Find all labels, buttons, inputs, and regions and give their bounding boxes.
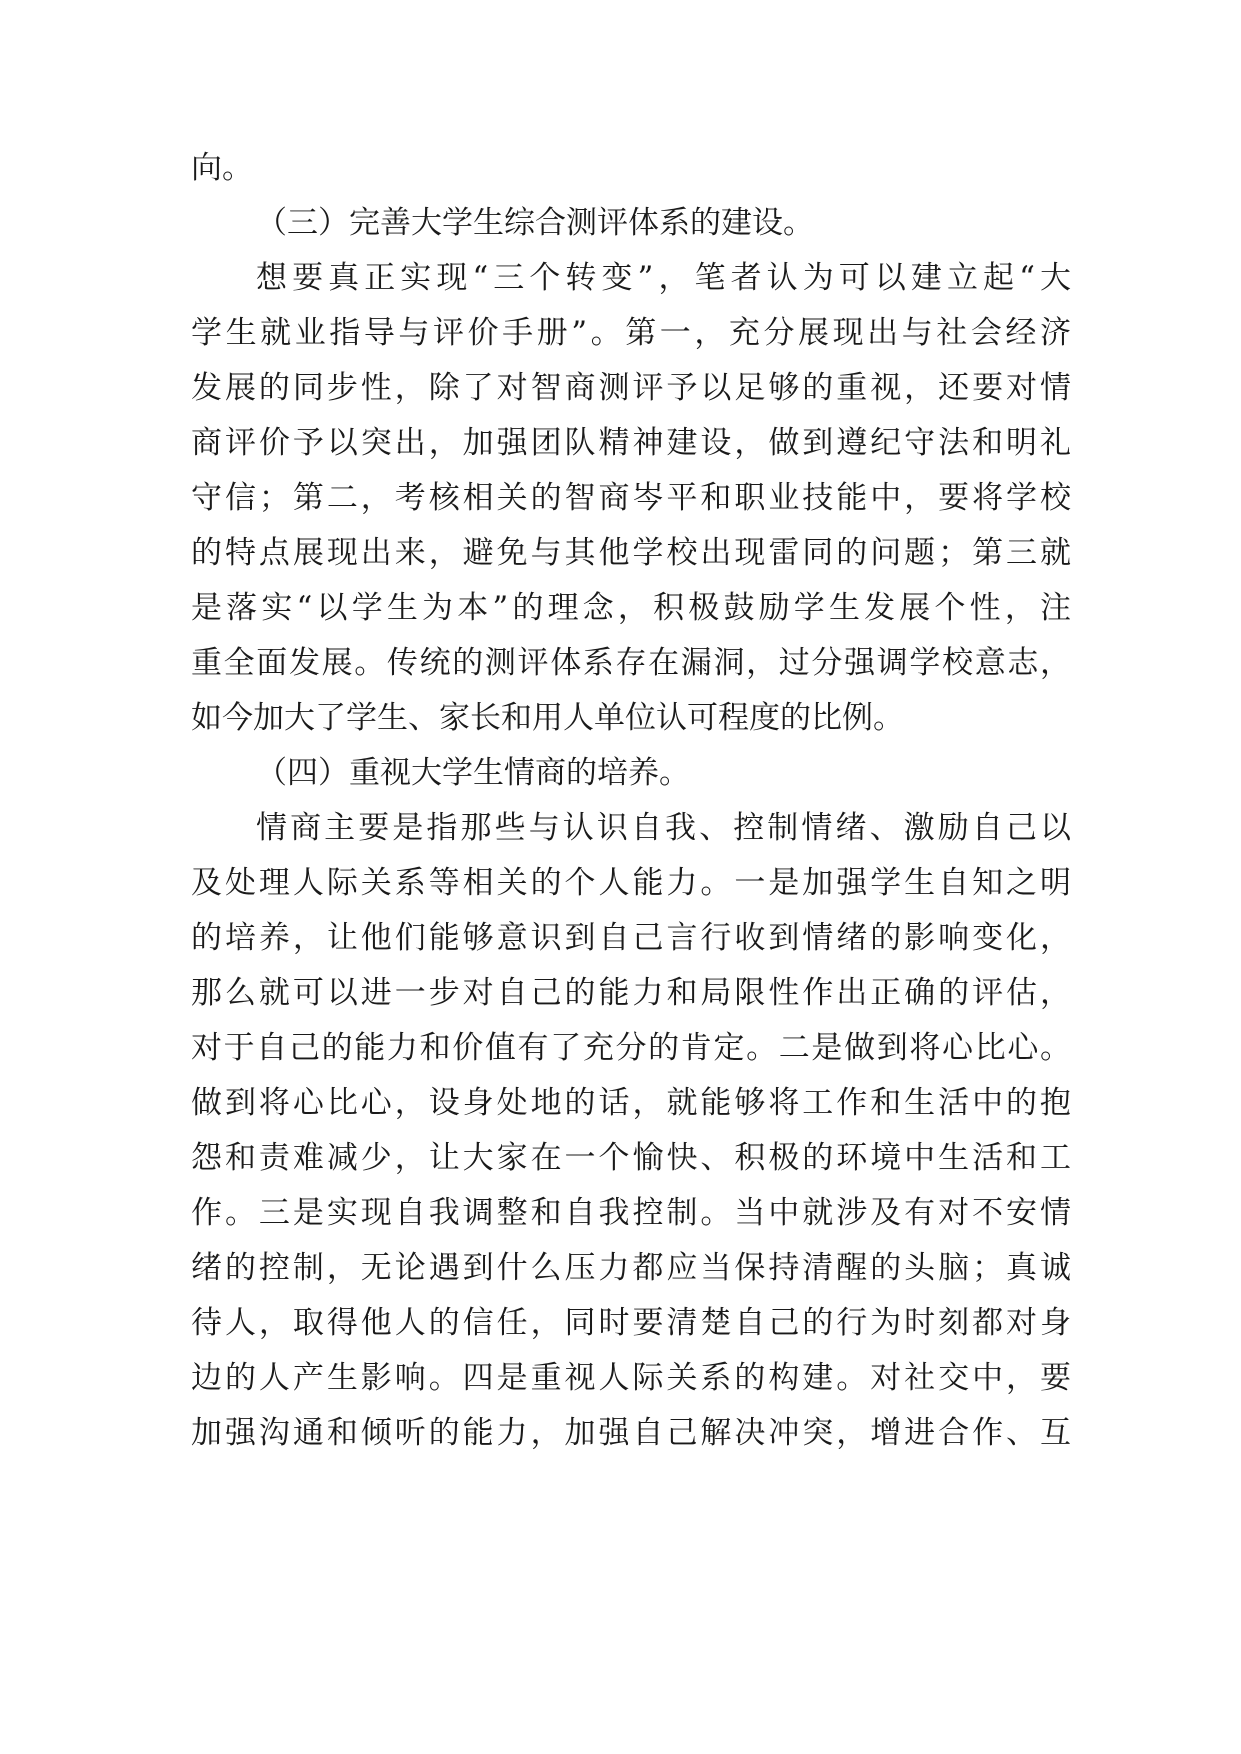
- text-line: 做到将心比心，设身处地的话，就能够将工作和生活中的抱: [191, 1085, 1071, 1121]
- text-line: 怨和责难减少，让大家在一个愉快、积极的环境中生活和工: [191, 1140, 1071, 1176]
- text-line: 想要真正实现“三个转变”，笔者认为可以建立起“大: [256, 260, 1071, 296]
- text-line: 及处理人际关系等相关的个人能力。一是加强学生自知之明: [191, 865, 1071, 901]
- text-line: 如今加大了学生、家长和用人单位认可程度的比例。: [191, 700, 904, 736]
- text-line: 重全面发展。传统的测评体系存在漏洞，过分强调学校意志，: [191, 645, 1071, 681]
- text-line: 守信；第二，考核相关的智商岑平和职业技能中，要将学校: [191, 480, 1071, 516]
- text-line: 作。三是实现自我调整和自我控制。当中就涉及有对不安情: [191, 1195, 1071, 1231]
- text-line: 待人，取得他人的信任，同时要清楚自己的行为时刻都对身: [191, 1305, 1071, 1341]
- text-line: 加强沟通和倾听的能力，加强自己解决冲突，增进合作、互: [191, 1415, 1071, 1451]
- text-line: 的培养，让他们能够意识到自己言行收到情绪的影响变化，: [191, 920, 1071, 956]
- text-line: 绪的控制，无论遇到什么压力都应当保持清醒的头脑；真诚: [191, 1250, 1071, 1286]
- text-line: 边的人产生影响。四是重视人际关系的构建。对社交中，要: [191, 1360, 1071, 1396]
- text-line: 学生就业指导与评价手册”。第一，充分展现出与社会经济: [191, 315, 1071, 351]
- text-line: 的特点展现出来，避免与其他学校出现雷同的问题；第三就: [191, 535, 1071, 571]
- text-line: 对于自己的能力和价值有了充分的肯定。二是做到将心比心。: [191, 1030, 1071, 1066]
- text-line: 是落实“以学生为本”的理念，积极鼓励学生发展个性，注: [191, 590, 1071, 626]
- text-line: 向。: [191, 150, 253, 186]
- text-line: 那么就可以进一步对自己的能力和局限性作出正确的评估，: [191, 975, 1071, 1011]
- text-line: 商评价予以突出，加强团队精神建设，做到遵纪守法和明礼: [191, 425, 1071, 461]
- text-line: 情商主要是指那些与认识自我、控制情绪、激励自己以: [256, 810, 1071, 846]
- section-heading-4: （四）重视大学生情商的培养。: [256, 755, 690, 791]
- text-line: 发展的同步性，除了对智商测评予以足够的重视，还要对情: [191, 370, 1071, 406]
- section-heading-3: （三）完善大学生综合测评体系的建设。: [256, 205, 814, 241]
